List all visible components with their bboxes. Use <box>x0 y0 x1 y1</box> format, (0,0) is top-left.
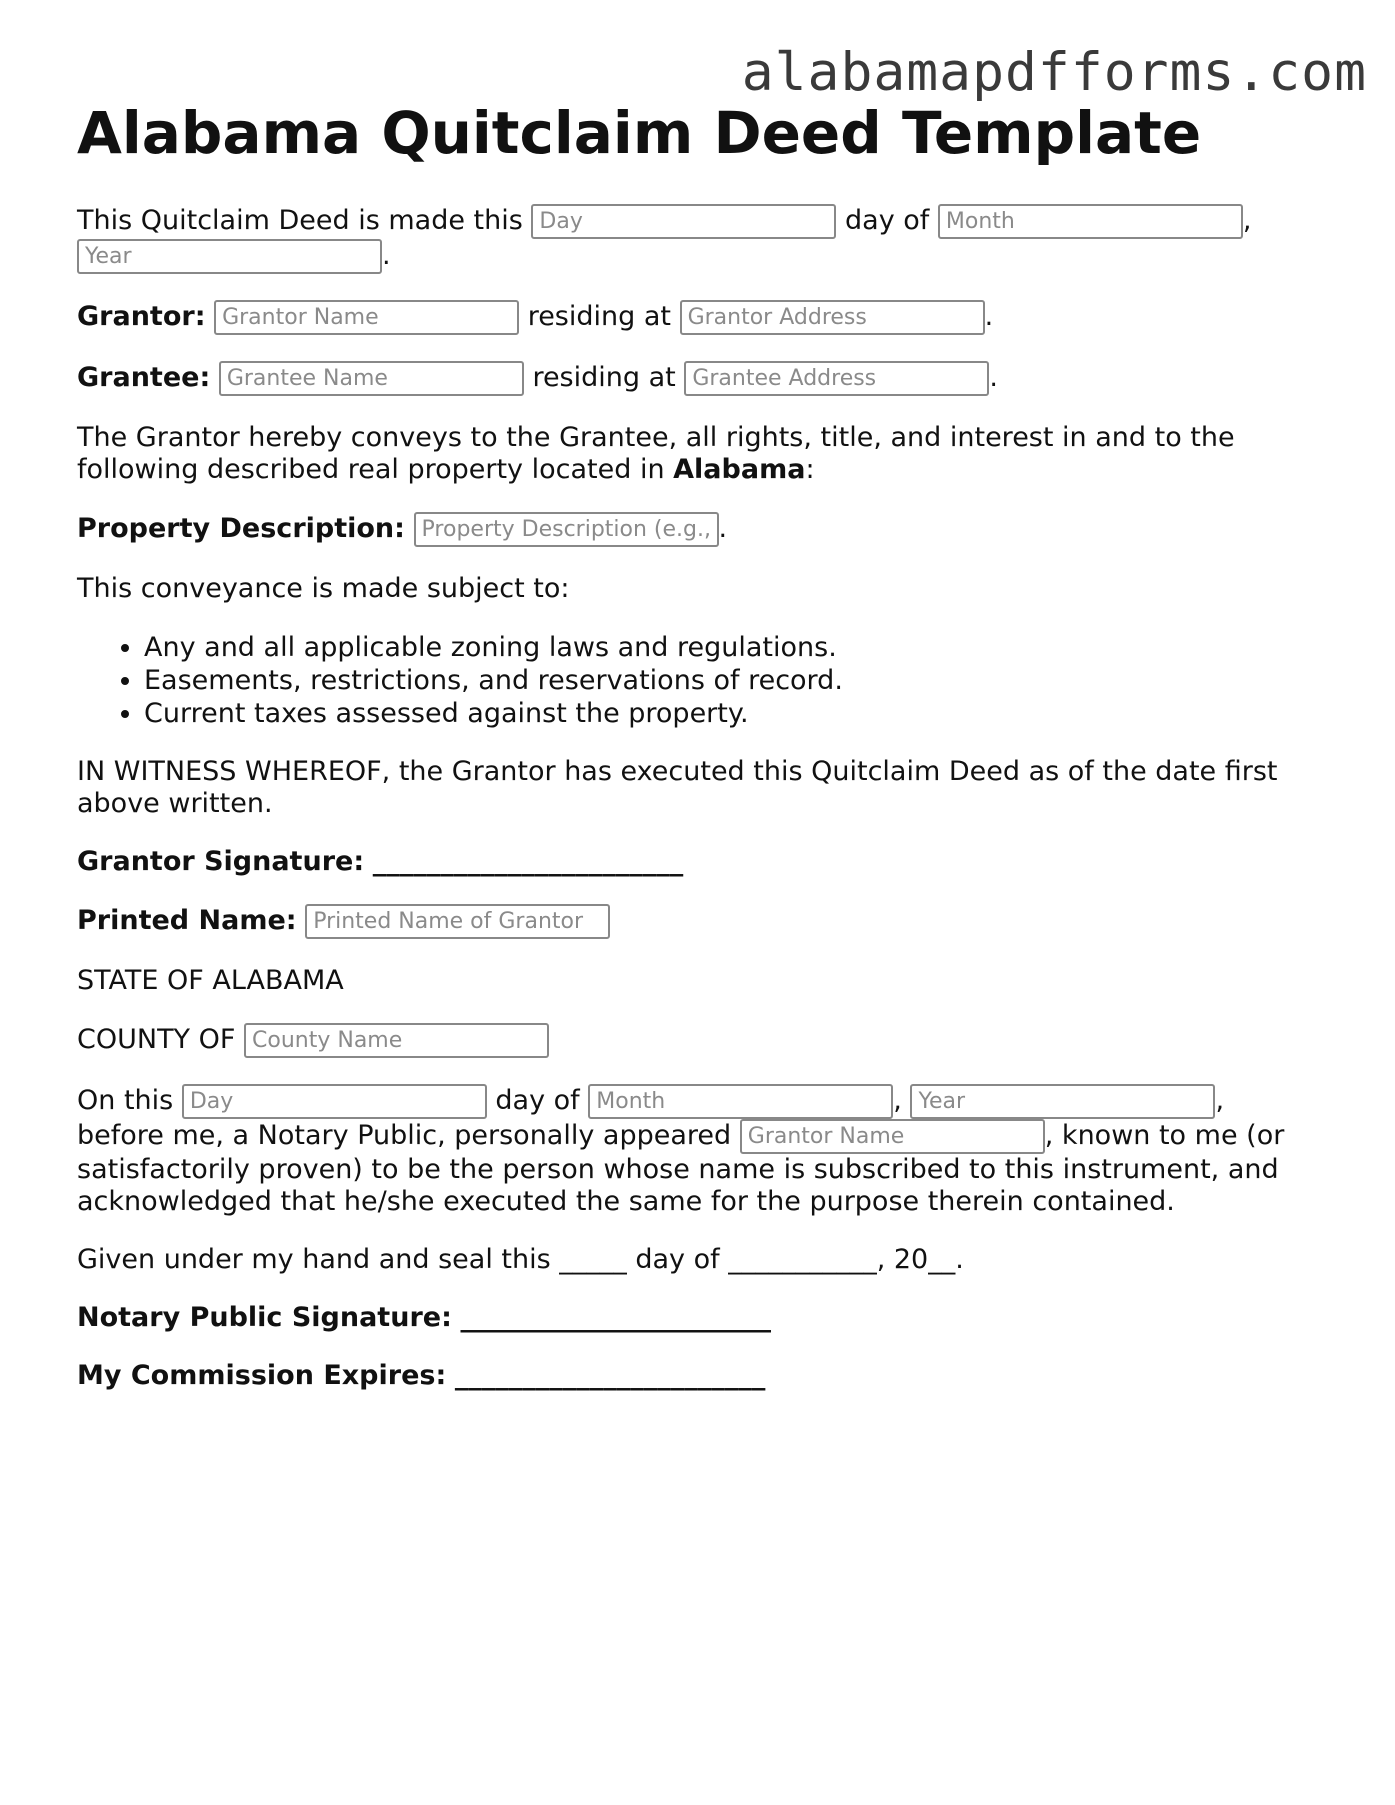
grantor-signature-label: Grantor Signature: <box>77 846 365 877</box>
commission-label: My Commission Expires: <box>77 1360 447 1391</box>
notary-signature-blank: _______________________ <box>460 1302 771 1333</box>
site-watermark: alabamapdfforms.com <box>741 42 1367 103</box>
condition-item: • Any and all applicable zoning laws and regulations. <box>144 631 1317 664</box>
notary-signature-line <box>77 1302 1317 1334</box>
ack-year-input[interactable] <box>910 1084 1215 1119</box>
grantor-line <box>77 300 1317 335</box>
state-line: STATE OF ALABAMA <box>77 965 344 996</box>
conveys-text: The Grantor hereby conveys to the Grantee, all rights, title, and interest in and to the following described real property located in <box>77 422 1235 485</box>
intro-period: . <box>382 240 391 271</box>
conveys-state: Alabama <box>673 454 806 485</box>
grantee-label: Grantee: <box>77 362 211 393</box>
ack-on-this: On this <box>77 1085 174 1116</box>
grantor-label: Grantor: <box>77 301 206 332</box>
grantor-name-input[interactable] <box>214 300 519 335</box>
property-period: . <box>718 513 728 544</box>
grantor-signature-line <box>77 846 1317 878</box>
grantee-address-input[interactable] <box>684 361 989 396</box>
printed-name-line <box>77 904 1317 939</box>
commission-expires-line <box>77 1360 1317 1392</box>
ack-month-input[interactable] <box>588 1084 893 1119</box>
conveys-paragraph <box>77 422 1317 486</box>
intro-prefix: This Quitclaim Deed is made this <box>77 205 523 236</box>
ack-grantor-name-input[interactable] <box>740 1119 1045 1154</box>
intro-day-of: day of <box>845 205 930 236</box>
subject-to-text: This conveyance is made subject to: <box>77 573 570 604</box>
intro-year-input[interactable] <box>77 239 382 274</box>
grantor-residing: residing at <box>527 301 671 332</box>
notary-ack-paragraph <box>77 1084 1317 1218</box>
county-label: COUNTY OF <box>77 1024 236 1055</box>
condition-item: • Easements, restrictions, and reservations of record. <box>144 664 1317 697</box>
intro-month-input[interactable] <box>938 204 1243 239</box>
witness-paragraph: IN WITNESS WHEREOF, the Grantor has executed this Quitclaim Deed as of the date first above written. <box>77 756 1278 819</box>
county-name-input[interactable] <box>244 1023 549 1058</box>
ack-rest: , known to me (or satisfactorily proven) to be the person whose name is subscribed to this instrument, and acknowledged that he/she executed the same for the purpose therein contained. <box>77 1120 1285 1217</box>
county-line <box>77 1023 1317 1058</box>
property-line <box>77 512 1317 547</box>
property-label: Property Description: <box>77 513 405 544</box>
ack-day-input[interactable] <box>182 1084 487 1119</box>
ack-comma: , <box>893 1085 902 1116</box>
grantee-name-input[interactable] <box>219 361 524 396</box>
conveys-colon: : <box>805 454 815 485</box>
deed-document <box>77 98 1317 1392</box>
grantee-residing: residing at <box>532 362 676 393</box>
printed-name-label: Printed Name: <box>77 905 297 936</box>
ack-before-me: before me, a Notary Public, personally appeared <box>77 1120 732 1151</box>
property-description-input[interactable] <box>414 512 719 547</box>
grantor-period: . <box>984 301 994 332</box>
grantee-line <box>77 361 1317 396</box>
commission-blank: _______________________ <box>454 1360 766 1391</box>
ack-comma-2: , <box>1215 1085 1225 1116</box>
grantor-signature-blank: _______________________ <box>372 846 684 877</box>
given-under-hand: Given under my hand and seal this _____ day of ___________, 20__. <box>77 1244 964 1275</box>
ack-day-of: day of <box>495 1085 580 1116</box>
condition-item: • Current taxes assessed against the property. <box>144 697 1317 730</box>
conditions-list <box>77 631 1317 730</box>
printed-name-input[interactable] <box>305 904 610 939</box>
notary-signature-label: Notary Public Signature: <box>77 1302 452 1333</box>
grantee-period: . <box>989 362 998 393</box>
grantor-address-input[interactable] <box>680 300 985 335</box>
intro-paragraph <box>77 204 1317 274</box>
page-title: Alabama Quitclaim Deed Template <box>77 99 1202 167</box>
intro-day-input[interactable] <box>531 204 836 239</box>
intro-comma: , <box>1242 205 1252 236</box>
